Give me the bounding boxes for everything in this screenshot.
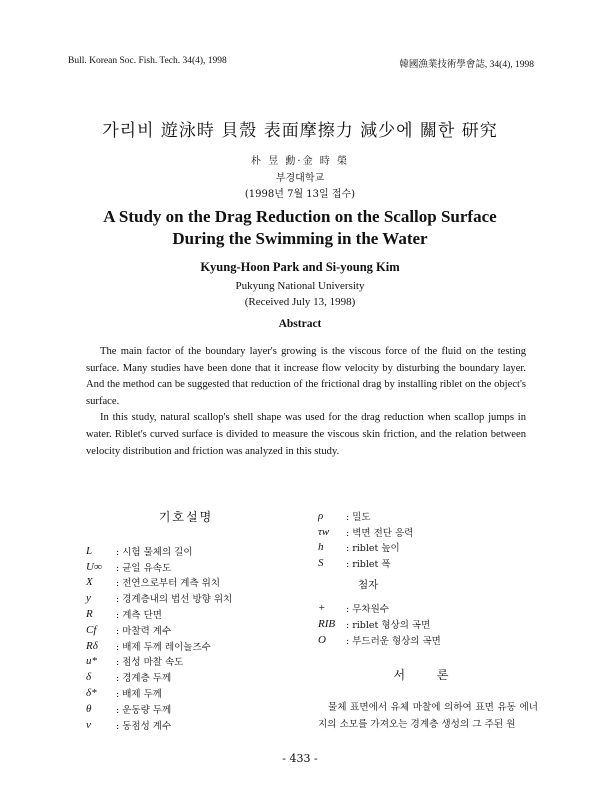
introduction-text: 물체 표면에서 유체 마찰에 의하여 표면 유동 에너지의 소모를 가져오는 경계층 생성의 그 주된 원 (318, 701, 538, 730)
symbol: δ* (86, 687, 97, 700)
symbol: + (318, 602, 326, 615)
symbol-row (318, 540, 538, 556)
symbol-description: : 마찰력 계수 (116, 625, 172, 637)
nomenclature-column-right (318, 508, 538, 733)
english-authors: Kyung-Hoon Park and Si-young Kim (200, 260, 400, 274)
symbol-description: : 균일 유속도 (116, 562, 172, 574)
symbol-row (86, 575, 286, 591)
symbol-row (86, 622, 286, 638)
symbol-row (86, 701, 286, 717)
symbol-row (318, 632, 538, 648)
abstract-paragraph: The main factor of the boundary layer's growing is the viscous force of the fluid on the testing surface. Many studies have been done that it increase flow velocity by disturbing the boundary layer. And the method can be suggested that reduction of the frictional drag by installing riblet on the object's surface. (86, 346, 526, 407)
symbol-row (86, 685, 286, 701)
english-title-line2: During the Swimming in the Water (172, 229, 428, 248)
symbol-row (318, 508, 538, 524)
symbol-description: : 운동량 두께 (116, 704, 172, 716)
symbol: R (86, 608, 93, 621)
page-number: - 433 - (282, 752, 318, 765)
korean-title: 가리비 遊泳時 貝殼 表面摩擦力 減少에 關한 研究 (102, 121, 498, 141)
symbol-description: : 밀도 (346, 511, 371, 523)
symbol-description: : 점성 마찰 속도 (116, 657, 184, 669)
symbol: X (86, 576, 93, 589)
subscript-list (318, 600, 538, 647)
symbol-row (86, 543, 286, 559)
abstract-heading: Abstract (278, 318, 322, 330)
english-title-line1: A Study on the Drag Reduction on the Scallop Surface (103, 207, 497, 226)
symbol-row (318, 616, 538, 632)
nomenclature-list (86, 543, 286, 733)
symbol: L (86, 544, 93, 557)
symbol-row (86, 559, 286, 575)
english-title (0, 206, 600, 250)
symbol-row (86, 638, 286, 654)
symbol-description: : 전연으로부터 계측 위치 (116, 578, 221, 590)
symbol: ν (86, 718, 91, 731)
korean-received-date: (1998년 7월 13일 접수) (244, 189, 356, 200)
symbol-row (86, 669, 286, 685)
korean-affiliation: 부경대학교 (275, 173, 325, 184)
symbol-description: : riblet 높이 (346, 543, 400, 555)
abstract-paragraph: In this study, natural scallop's shell shape was used for the drag reduction when scallop jumps in water. Riblet's curved surface is divided to measure the viscous skin friction, and the relation between velocity distribution and friction was analyzed in this study. (86, 412, 526, 457)
symbol-row (86, 654, 286, 670)
symbol-row (318, 524, 538, 540)
symbol: ρ (318, 509, 324, 522)
symbol: θ (86, 702, 92, 715)
symbol-description: : 계측 단면 (116, 610, 162, 622)
symbol: τw (318, 525, 330, 538)
nomenclature-heading: 기호설명 (158, 510, 214, 524)
symbol-row (318, 555, 538, 571)
symbol: δ (86, 671, 92, 684)
symbol: h (318, 541, 324, 554)
symbol: U∞ (86, 560, 102, 573)
symbol-row (318, 600, 538, 616)
symbol: S (318, 557, 324, 570)
subscript-heading: 첨자 (358, 579, 379, 592)
symbol: Cf (86, 623, 97, 636)
symbol-description: : 동점성 계수 (116, 720, 172, 732)
english-received-date: (Received July 13, 1998) (244, 296, 356, 308)
symbol-description: : 무차원수 (346, 604, 389, 616)
korean-authors: 朴 昱 勳·金 時 榮 (251, 156, 349, 167)
symbol: y (86, 592, 91, 605)
symbol-row (86, 606, 286, 622)
symbol-row (86, 590, 286, 606)
abstract-body (86, 344, 526, 460)
symbol-row (86, 717, 286, 733)
symbol-description: : 부드러운 형상의 곡면 (346, 635, 441, 647)
symbol-description: : riblet 형상의 곡면 (346, 619, 431, 631)
symbol-description: : 경계층 두께 (116, 673, 172, 685)
symbol-description: : riblet 폭 (346, 559, 391, 571)
introduction-heading: 서 론 (393, 667, 463, 682)
symbol: O (318, 633, 326, 646)
journal-header-left: Bull. Korean Soc. Fish. Tech. 34(4), 1998 (68, 56, 227, 66)
english-affiliation: Pukyung National University (235, 280, 365, 292)
symbol-description: : 벽면 전단 응력 (346, 527, 414, 539)
symbol-description: : 경계층내의 법선 방향 위치 (116, 594, 233, 606)
nomenclature-list-continued (318, 508, 538, 571)
nomenclature-column-left (86, 508, 286, 733)
symbol-description: : 배제 두께 (116, 689, 162, 701)
symbol-description: : 시험 물체의 길이 (116, 546, 193, 558)
symbol-description: : 배제 두께 레이놀즈수 (116, 641, 211, 653)
symbol: RIB (318, 617, 336, 630)
symbol: u* (86, 655, 97, 668)
symbol: Rδ (86, 639, 98, 652)
journal-header-right: 韓國漁業技術學會誌, 34(4), 1998 (399, 60, 534, 70)
